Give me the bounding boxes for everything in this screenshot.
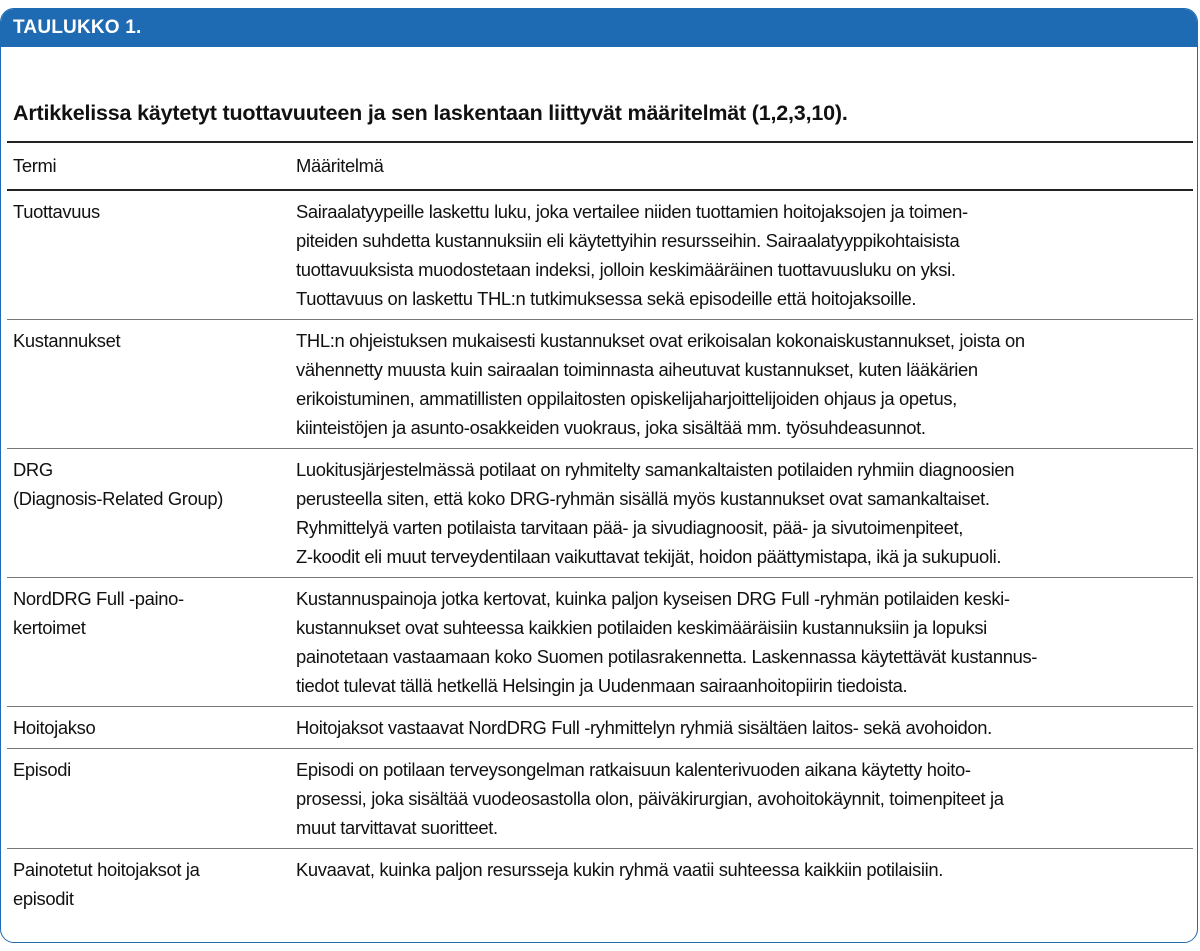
column-header-definition: Määritelmä (296, 155, 384, 176)
table-row (7, 578, 1193, 707)
table-label-bar (1, 9, 1197, 47)
definition-cell: THL:n ohjeistuksen mukaisesti kustannukset ovat erikoisalan kokonaiskustannukset, joista on vähennetty muusta kuin sairaalan toiminnasta aiheutuvat kustannukset, kuten lääkärien erikoistuminen, ammatillisten oppilaitosten opiskelijaharjoittelijoiden ohjaus ja opetus, kiinteistöjen ja asunto-osakkeiden vuokraus, joka sisältää mm. työsuhdeasunnot. (296, 330, 1025, 438)
table-label: TAULUKKO 1. (13, 17, 142, 38)
table-row (7, 749, 1193, 849)
table-row (7, 707, 1193, 749)
table-row (7, 849, 1193, 920)
term-cell: NordDRG Full -paino- kertoimet (13, 588, 184, 638)
definition-cell: Hoitojaksot vastaavat NordDRG Full -ryhmittelyn ryhmiä sisältäen laitos- sekä avohoidon. (296, 717, 992, 738)
term-cell: Episodi (13, 759, 71, 780)
definition-cell: Luokitusjärjestelmässä potilaat on ryhmitelty samankaltaisten potilaiden ryhmiin diagnoosien perusteella siten, että koko DRG-ryhmän sisällä myös kustannukset ovat samankaltaiset. Ryhmittelyä varten potilaista tarvitaan pää- ja sivudiagnoosit, pää- ja sivutoimenpiteet, Z-koodit eli muut terveydentilaan vaikuttavat tekijät, hoidon päättymistapa, ikä ja sukupuoli. (296, 459, 1015, 567)
definition-cell: Sairaalatyypeille laskettu luku, joka vertailee niiden tuottamien hoitojaksojen ja toimen- piteiden suhdetta kustannuksiin eli käytettyihin resursseihin. Sairaalatyyppikohtaisista tuottavuuksista muodostetaan indeksi, jolloin keskimääräinen tuottavuusluku on yksi. Tuottavuus on laskettu THL:n tutkimuksessa sekä episodeille että hoitojaksoille. (296, 201, 968, 309)
term-cell: Painotetut hoitojaksot ja episodit (13, 859, 200, 909)
table-caption: Artikkelissa käytetyt tuottavuuteen ja sen laskentaan liittyvät määritelmät (1,2,3,10). (13, 101, 848, 125)
definition-cell: Episodi on potilaan terveysongelman ratkaisuun kalenterivuoden aikana käytetty hoito- prosessi, joka sisältää vuodeosastolla olon, päiväkirurgian, avohoitokäynnit, toimenpiteet ja muut tarvittavat suoritteet. (296, 759, 1004, 838)
term-cell: Hoitojakso (13, 717, 96, 738)
definition-cell: Kustannuspainoja jotka kertovat, kuinka paljon kyseisen DRG Full -ryhmän potilaiden keski- kustannukset ovat suhteessa kaikkien potilaiden keskimääräisiin kustannuksiin ja lopuksi painotetaan vastaamaan koko Suomen potilasrakennetta. Laskennassa käytettävät kustannus- tiedot tulevat tällä hetkellä Helsingin ja Uudenmaan sairaanhoitopiirin tiedoista. (296, 588, 1038, 696)
term-cell: Tuottavuus (13, 201, 100, 222)
table-row (7, 449, 1193, 578)
table-header-row (7, 142, 1193, 190)
table-row (7, 320, 1193, 449)
table-frame (0, 8, 1198, 943)
definition-cell: Kuvaavat, kuinka paljon resursseja kukin ryhmä vaatii suhteessa kaikkiin potilaisiin. (296, 859, 943, 880)
table-row (7, 190, 1193, 320)
term-cell: Kustannukset (13, 330, 121, 351)
definitions-table (7, 141, 1193, 919)
term-cell: DRG (Diagnosis-Related Group) (13, 459, 223, 509)
column-header-term: Termi (13, 155, 57, 176)
